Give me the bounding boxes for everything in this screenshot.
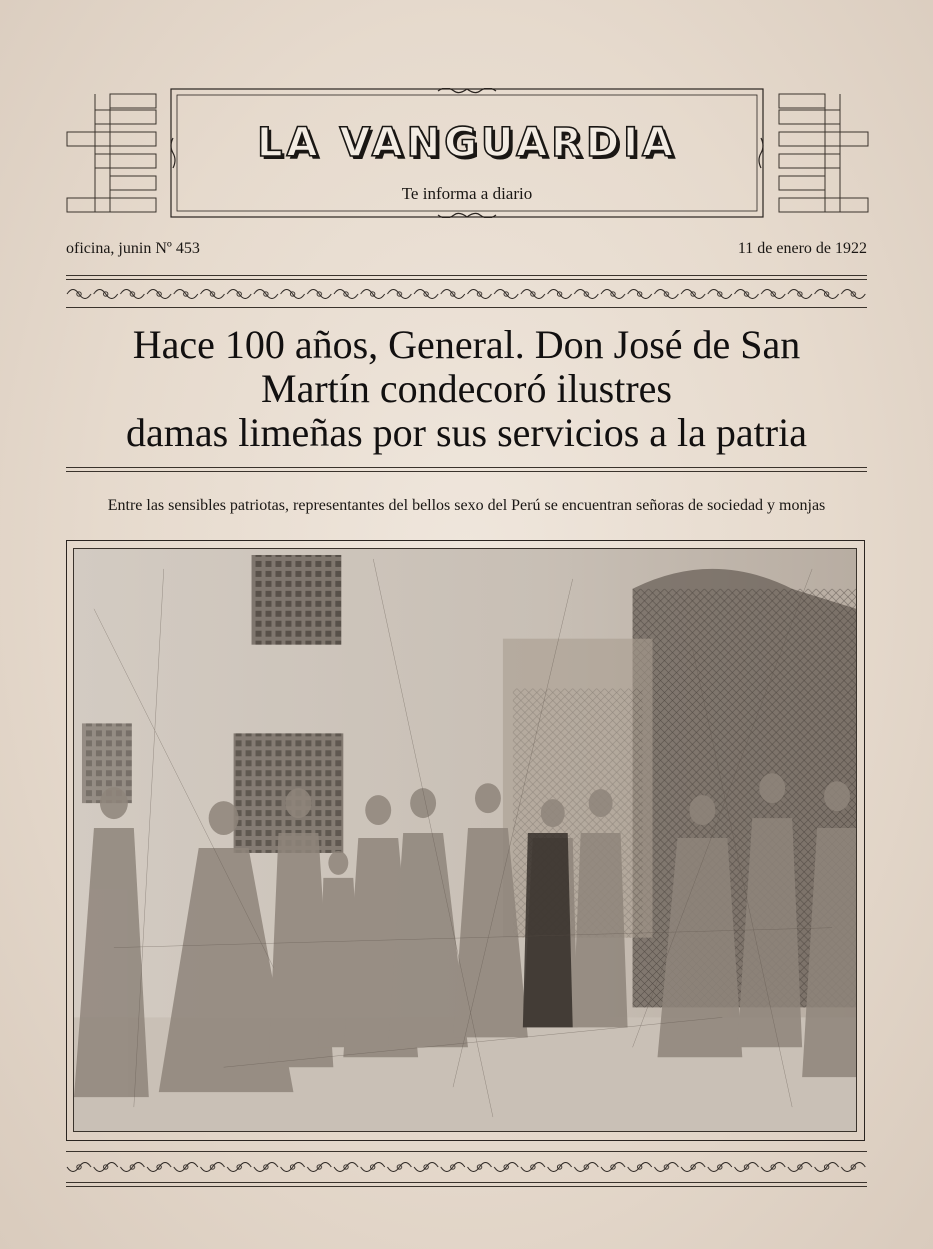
top-divider-line bbox=[66, 279, 867, 280]
top-divider-line bbox=[66, 275, 867, 276]
left-corner-ornament bbox=[65, 92, 160, 217]
right-corner-ornament bbox=[775, 92, 870, 217]
article-subheadline: Entre las sensibles patriotas, representantes del bellos sexo del Perú se encuentran señoras de sociedad y monjas bbox=[107, 497, 826, 514]
bottom-divider-line bbox=[66, 1182, 867, 1183]
bottom-ornament-band bbox=[66, 1157, 867, 1177]
bottom-divider-line bbox=[66, 1151, 867, 1152]
headline-line: Hace 100 años, General. Don José de San bbox=[132, 322, 801, 367]
top-divider-line bbox=[66, 307, 867, 308]
headline-line: damas limeñas por sus servicios a la patria bbox=[126, 410, 807, 455]
headline-divider-line bbox=[66, 471, 867, 472]
headline-line: Martín condecoró ilustres bbox=[261, 366, 672, 411]
newspaper-tagline: Te informa a diario bbox=[401, 184, 533, 203]
office-address: oficina, junin Nº 453 bbox=[66, 240, 200, 257]
headline-divider-line bbox=[66, 467, 867, 468]
bottom-divider-line bbox=[66, 1186, 867, 1187]
vintage-group-photo bbox=[73, 548, 857, 1132]
top-ornament-band bbox=[66, 284, 867, 304]
issue-date: 11 de enero de 1922 bbox=[737, 240, 867, 257]
newspaper-title: LA VANGUARDIA bbox=[257, 120, 677, 166]
article-headline bbox=[66, 323, 867, 455]
